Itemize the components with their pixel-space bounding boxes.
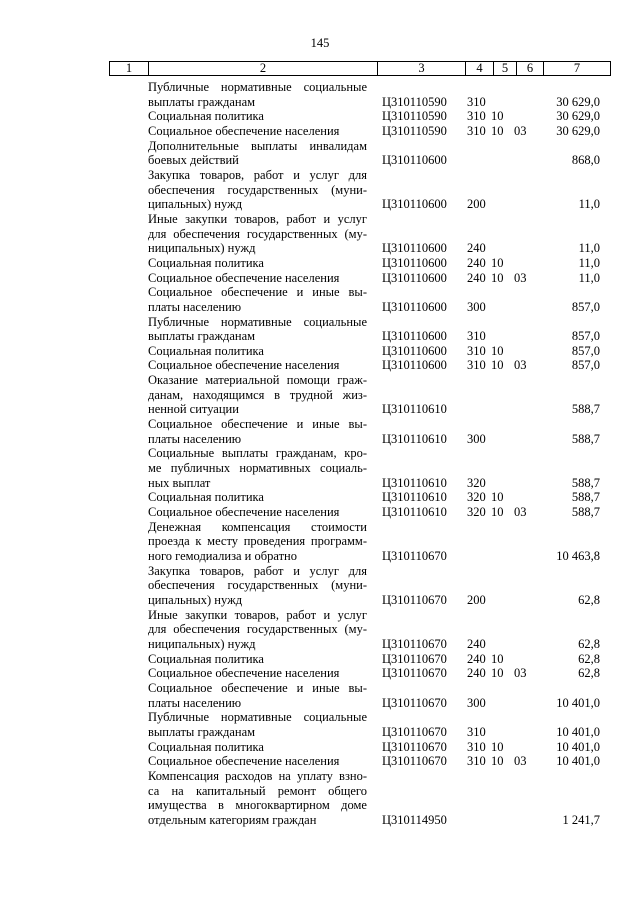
row-name-line: выплаты гражданам xyxy=(148,329,256,344)
row-name xyxy=(148,109,367,124)
row-name-line: Закупка товаров, работ и услуг для xyxy=(148,563,367,578)
row-code: Ц310110670 xyxy=(382,651,447,666)
row-name-line: Иные закупки товаров, работ и услуг xyxy=(148,211,367,226)
row-code: Ц310110610 xyxy=(382,402,447,417)
row-section: 10 xyxy=(491,505,504,520)
row-code: Ц310114950 xyxy=(382,812,447,827)
row-name-line: Социальное обеспечение населения xyxy=(148,358,340,373)
row-name xyxy=(148,710,367,739)
row-name-line: ненной ситуации xyxy=(148,402,239,417)
row-amount: 30 629,0 xyxy=(556,123,600,138)
row-code: Ц310110590 xyxy=(382,123,447,138)
column-header-3: 3 xyxy=(378,62,466,76)
table-row xyxy=(0,652,640,667)
row-code: Ц310110610 xyxy=(382,490,447,505)
column-header-4: 4 xyxy=(466,62,494,76)
row-amount: 62,8 xyxy=(578,636,600,651)
row-name xyxy=(148,358,367,373)
row-name-line: Социальное обеспечение населения xyxy=(148,754,340,769)
row-expense-type: 310 xyxy=(467,754,486,769)
table-row xyxy=(0,608,640,652)
row-name-line: имущества в многоквартирном доме xyxy=(148,798,367,813)
row-expense-type: 310 xyxy=(467,329,486,344)
table-row xyxy=(0,446,640,490)
row-name-line: боевых действий xyxy=(148,153,239,168)
row-expense-type: 300 xyxy=(467,431,486,446)
row-expense-type: 300 xyxy=(467,299,486,314)
row-section: 10 xyxy=(491,651,504,666)
row-expense-type: 300 xyxy=(467,695,486,710)
row-name xyxy=(148,80,367,109)
table-row xyxy=(0,358,640,373)
row-name-line: Оказание материальной помощи граж- xyxy=(148,373,367,388)
row-name-line: ципальных) нужд xyxy=(148,197,243,212)
row-expense-type: 240 xyxy=(467,255,486,270)
row-amount: 10 463,8 xyxy=(556,549,600,563)
row-name-line: Социальное обеспечение населения xyxy=(148,666,340,681)
row-name-line: платы населению xyxy=(148,695,242,710)
row-subsection: 03 xyxy=(514,666,527,681)
row-code: Ц310110600 xyxy=(382,241,447,256)
table-row xyxy=(0,666,640,681)
row-expense-type: 310 xyxy=(467,343,486,358)
row-expense-type: 310 xyxy=(467,739,486,754)
row-section: 10 xyxy=(491,123,504,138)
row-name xyxy=(148,139,367,168)
row-name-line: выплаты гражданам xyxy=(148,94,256,109)
row-name xyxy=(148,285,367,314)
row-name xyxy=(148,271,367,286)
row-amount: 10 401,0 xyxy=(556,724,600,739)
row-name-line: Социальная политика xyxy=(148,490,264,505)
row-name xyxy=(148,520,367,564)
row-expense-type: 310 xyxy=(467,94,486,109)
page-number: 145 xyxy=(310,36,330,50)
row-amount: 857,0 xyxy=(571,358,600,373)
column-header-6: 6 xyxy=(517,62,544,76)
row-expense-type: 240 xyxy=(467,651,486,666)
row-code: Ц310110670 xyxy=(382,754,447,769)
table-row xyxy=(0,124,640,139)
row-code: Ц310110610 xyxy=(382,475,447,490)
row-name xyxy=(148,417,367,446)
row-name-line: обеспечения государственных (муни- xyxy=(148,578,367,593)
row-code: Ц310110600 xyxy=(382,299,447,314)
row-amount: 1 241,7 xyxy=(562,812,600,827)
table-row xyxy=(0,505,640,520)
row-section: 10 xyxy=(491,343,504,358)
row-expense-type: 310 xyxy=(467,109,486,124)
row-expense-type: 240 xyxy=(467,636,486,651)
table-row xyxy=(0,344,640,359)
row-name-line: Социальное обеспечение и иные вы- xyxy=(148,417,367,432)
row-amount: 10 401,0 xyxy=(556,754,600,769)
row-section: 10 xyxy=(491,666,504,681)
row-amount: 588,7 xyxy=(571,475,600,490)
row-amount: 588,7 xyxy=(571,431,600,446)
row-subsection: 03 xyxy=(514,123,527,138)
table-row xyxy=(0,710,640,739)
row-name xyxy=(148,315,367,344)
row-name xyxy=(148,446,367,490)
row-name-line: обеспечения государственных (муни- xyxy=(148,182,367,197)
column-header-row xyxy=(110,62,611,76)
row-name xyxy=(148,373,367,417)
row-name-line: платы населению xyxy=(148,431,242,446)
row-code: Ц310110600 xyxy=(382,270,447,285)
row-code: Ц310110600 xyxy=(382,153,447,168)
row-name-line: Социальное обеспечение населения xyxy=(148,123,340,138)
row-code: Ц310110610 xyxy=(382,431,447,446)
row-amount: 62,8 xyxy=(578,666,600,681)
row-name-line: ного гемодиализа и обратно xyxy=(148,549,297,563)
row-section: 10 xyxy=(491,490,504,505)
table-row xyxy=(0,769,640,828)
row-name xyxy=(148,564,367,608)
row-name xyxy=(148,124,367,139)
row-name-line: платы населению xyxy=(148,299,242,314)
row-name-line: для обеспечения государственных (му- xyxy=(148,622,367,637)
table-row xyxy=(0,285,640,314)
row-expense-type: 310 xyxy=(467,724,486,739)
row-expense-type: 240 xyxy=(467,270,486,285)
row-expense-type: 310 xyxy=(467,123,486,138)
row-name-line: Социальная политика xyxy=(148,343,264,358)
row-name-line: Социальное обеспечение и иные вы- xyxy=(148,680,367,695)
table-row xyxy=(0,109,640,124)
row-name-line: ниципальных) нужд xyxy=(148,241,256,256)
row-name-line: Иные закупки товаров, работ и услуг xyxy=(148,607,367,622)
table-row xyxy=(0,520,640,564)
row-section: 10 xyxy=(491,358,504,373)
row-name xyxy=(148,490,367,505)
row-name xyxy=(148,740,367,755)
row-subsection: 03 xyxy=(514,754,527,769)
row-amount: 588,7 xyxy=(571,490,600,505)
table-row xyxy=(0,168,640,212)
row-amount: 588,7 xyxy=(571,402,600,417)
row-name-line: Публичные нормативные социальные xyxy=(148,80,367,94)
row-section: 10 xyxy=(491,255,504,270)
row-name-line: для обеспечения государственных (му- xyxy=(148,226,367,241)
row-name xyxy=(148,505,367,520)
row-name-line: ципальных) нужд xyxy=(148,592,243,607)
row-expense-type: 240 xyxy=(467,666,486,681)
table-row xyxy=(0,740,640,755)
column-header-5: 5 xyxy=(494,62,517,76)
row-name xyxy=(148,212,367,256)
table-row xyxy=(0,256,640,271)
row-code: Ц310110670 xyxy=(382,636,447,651)
row-code: Ц310110670 xyxy=(382,739,447,754)
row-amount: 857,0 xyxy=(571,343,600,358)
row-amount: 62,8 xyxy=(578,592,600,607)
row-amount: 11,0 xyxy=(578,270,600,285)
row-name-line: Публичные нормативные социальные xyxy=(148,314,367,329)
row-code: Ц310110670 xyxy=(382,549,447,563)
row-name xyxy=(148,666,367,681)
row-name-line: Социальная политика xyxy=(148,255,264,270)
row-code: Ц310110590 xyxy=(382,94,447,109)
table-row xyxy=(0,139,640,168)
table-row xyxy=(0,490,640,505)
column-header-7: 7 xyxy=(544,62,611,76)
row-section: 10 xyxy=(491,109,504,124)
table-row xyxy=(0,212,640,256)
table-row xyxy=(0,373,640,417)
row-code: Ц310110610 xyxy=(382,505,447,520)
row-name xyxy=(148,769,367,828)
row-name xyxy=(148,256,367,271)
row-name-line: ниципальных) нужд xyxy=(148,636,256,651)
row-name xyxy=(148,681,367,710)
row-name-line: Публичные нормативные социальные xyxy=(148,710,367,725)
row-amount: 857,0 xyxy=(571,299,600,314)
table-row xyxy=(0,754,640,769)
row-subsection: 03 xyxy=(514,358,527,373)
row-section: 10 xyxy=(491,739,504,754)
table-row xyxy=(0,315,640,344)
row-amount: 588,7 xyxy=(571,505,600,520)
column-header-1: 1 xyxy=(110,62,149,76)
row-name-line: Социальная политика xyxy=(148,651,264,666)
row-subsection: 03 xyxy=(514,270,527,285)
row-name-line: Социальное обеспечение населения xyxy=(148,505,340,520)
row-name-line: выплаты гражданам xyxy=(148,724,256,739)
row-expense-type: 320 xyxy=(467,475,486,490)
row-code: Ц310110670 xyxy=(382,666,447,681)
row-amount: 857,0 xyxy=(571,329,600,344)
column-header-table xyxy=(109,61,611,76)
row-amount: 10 401,0 xyxy=(556,695,600,710)
budget-rows xyxy=(0,80,640,827)
row-section: 10 xyxy=(491,270,504,285)
row-amount: 11,0 xyxy=(578,255,600,270)
row-name xyxy=(148,754,367,769)
row-section: 10 xyxy=(491,754,504,769)
table-row xyxy=(0,564,640,608)
row-amount: 30 629,0 xyxy=(556,109,600,124)
row-name xyxy=(148,168,367,212)
row-name-line: отдельным категориям граждан xyxy=(148,812,317,827)
row-name-line: Социальное обеспечение и иные вы- xyxy=(148,285,367,300)
row-code: Ц310110670 xyxy=(382,592,447,607)
row-amount: 868,0 xyxy=(571,153,600,168)
row-code: Ц310110600 xyxy=(382,255,447,270)
row-code: Ц310110600 xyxy=(382,358,447,373)
table-row xyxy=(0,271,640,286)
column-header-2: 2 xyxy=(149,62,378,76)
row-name-line: са на капитальный ремонт общего xyxy=(148,783,367,798)
row-name xyxy=(148,652,367,667)
row-code: Ц310110670 xyxy=(382,724,447,739)
table-row xyxy=(0,80,640,109)
row-subsection: 03 xyxy=(514,505,527,520)
row-name xyxy=(148,608,367,652)
row-expense-type: 320 xyxy=(467,490,486,505)
row-name-line: Социальная политика xyxy=(148,109,264,124)
table-row xyxy=(0,417,640,446)
row-amount: 10 401,0 xyxy=(556,739,600,754)
row-name xyxy=(148,344,367,359)
row-name-line: Социальные выплаты гражданам, кро- xyxy=(148,446,367,461)
row-expense-type: 200 xyxy=(467,592,486,607)
row-name-line: Дополнительные выплаты инвалидам xyxy=(148,138,367,153)
row-name-line: ных выплат xyxy=(148,475,211,490)
row-expense-type: 200 xyxy=(467,197,486,212)
row-code: Ц310110600 xyxy=(382,343,447,358)
row-code: Ц310110600 xyxy=(382,197,447,212)
row-name-line: Социальная политика xyxy=(148,739,264,754)
row-name-line: проезда к месту проведения программ- xyxy=(148,534,367,549)
row-name-line: данам, находящимся в трудной жиз- xyxy=(148,387,367,402)
row-name-line: ме публичных нормативных социаль- xyxy=(148,461,367,476)
table-row xyxy=(0,681,640,710)
row-name-line: Социальное обеспечение населения xyxy=(148,270,340,285)
row-code: Ц310110600 xyxy=(382,329,447,344)
row-expense-type: 320 xyxy=(467,505,486,520)
row-name-line: Закупка товаров, работ и услуг для xyxy=(148,167,367,182)
row-amount: 11,0 xyxy=(578,241,600,256)
row-name-line: Компенсация расходов на уплату взно- xyxy=(148,768,367,783)
row-code: Ц310110670 xyxy=(382,695,447,710)
row-amount: 62,8 xyxy=(578,651,600,666)
row-amount: 30 629,0 xyxy=(556,94,600,109)
row-amount: 11,0 xyxy=(578,197,600,212)
row-name-line: Денежная компенсация стоимости xyxy=(148,519,367,534)
row-expense-type: 310 xyxy=(467,358,486,373)
row-code: Ц310110590 xyxy=(382,109,447,124)
row-expense-type: 240 xyxy=(467,241,486,256)
